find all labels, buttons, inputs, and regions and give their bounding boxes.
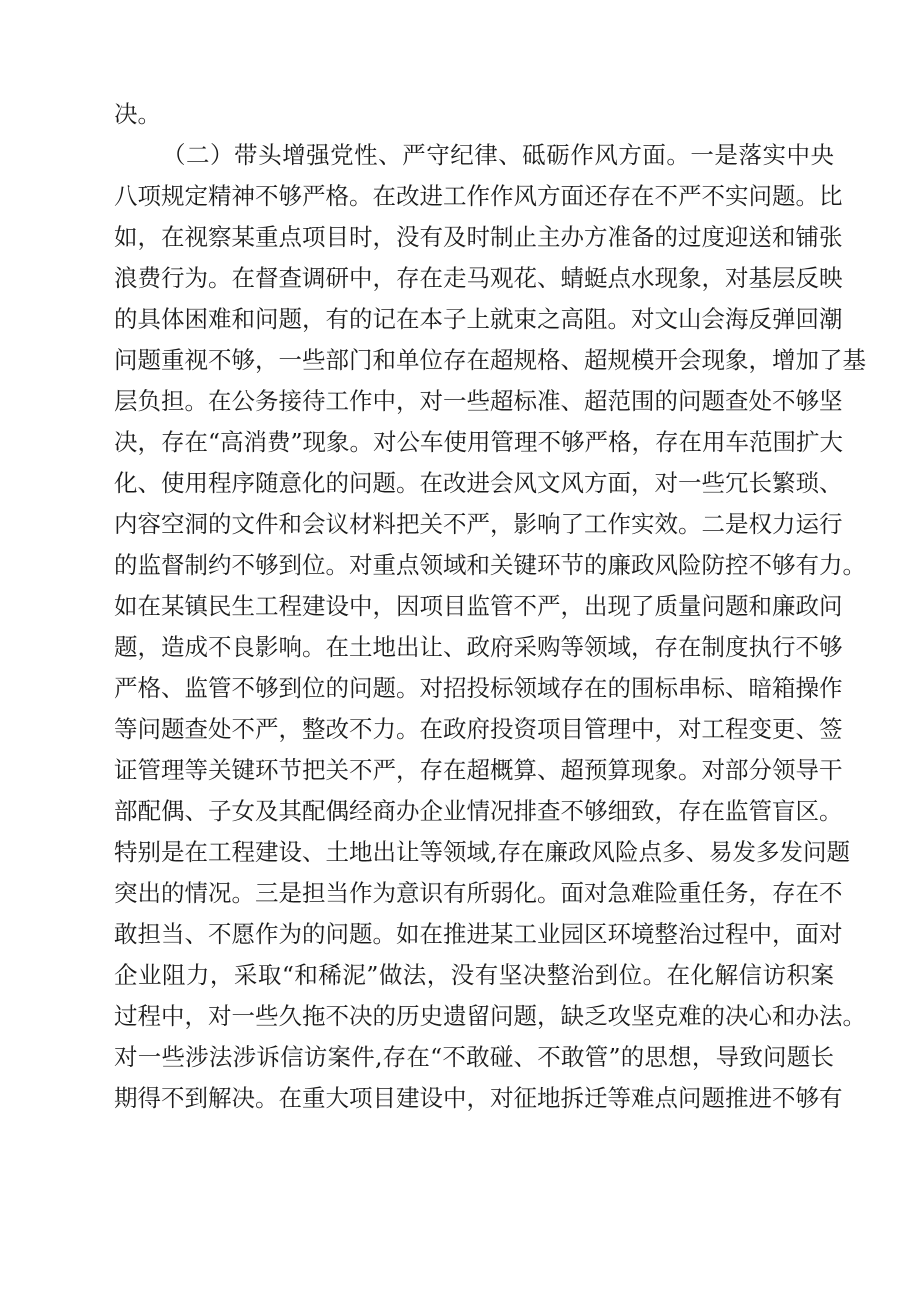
text-line: 的监督制约不够到位。对重点领域和关键环节的廉政风险防控不够有力。 [114, 551, 866, 579]
text-line: 八项规定精神不够严格。在改进工作作风方面还存在不严不实问题。比 [114, 182, 843, 210]
text-line: 如，在视察某重点项目时，没有及时制止主办方准备的过度迎送和铺张 [114, 223, 843, 251]
text-line: 内容空洞的文件和会议材料把关不严，影响了工作实效。二是权力运行 [114, 510, 843, 538]
text-line: 决。 [114, 100, 161, 128]
text-line: 特别是在工程建设、土地出让等领域,存在廉政风险点多、易发多发问题 [114, 838, 850, 866]
text-line: 部配偶、子女及其配偶经商办企业情况排查不够细致，存在监管盲区。 [114, 797, 843, 825]
text-line: 题，造成不良影响。在土地出让、政府采购等领域，存在制度执行不够 [114, 633, 843, 661]
text-line: 敢担当、不愿作为的问题。如在推进某工业园区环境整治过程中，面对 [114, 920, 843, 948]
text-line: 层负担。在公务接待工作中，对一些超标准、超范围的问题查处不够坚 [114, 387, 843, 415]
text-line: 证管理等关键环节把关不严，存在超概算、超预算现象。对部分领导干 [114, 756, 843, 784]
text-line: 对一些涉法涉诉信访案件,存在“不敢碰、不敢管”的思想，导致问题长 [114, 1043, 834, 1071]
text-line: 如在某镇民生工程建设中，因项目监管不严，出现了质量问题和廉政问 [114, 592, 843, 620]
paragraph-heading-line: （二）带头增强党性、严守纪律、砥砺作风方面。一是落实中央 [162, 141, 834, 169]
text-line: 过程中，对一些久拖不决的历史遗留问题，缺乏攻坚克难的决心和办法。 [114, 1002, 866, 1030]
text-line: 严格、监管不够到位的问题。对招投标领域存在的围标串标、暗箱操作 [114, 674, 843, 702]
text-line: 决，存在“高消费”现象。对公车使用管理不够严格，存在用车范围扩大 [114, 428, 844, 456]
body-text [114, 94, 866, 1119]
text-line: 问题重视不够，一些部门和单位存在超规格、超规模开会现象，增加了基 [114, 346, 866, 374]
text-line: 突出的情况。三是担当作为意识有所弱化。面对急难险重任务，存在不 [114, 879, 843, 907]
text-line: 化、使用程序随意化的问题。在改进会风文风方面，对一些冗长繁琐、 [114, 469, 843, 497]
text-line: 等问题查处不严，整改不力。在政府投资项目管理中，对工程变更、签 [114, 715, 843, 743]
text-line: 期得不到解决。在重大项目建设中，对征地拆迁等难点问题推进不够有 [114, 1084, 843, 1112]
text-line: 的具体困难和问题，有的记在本子上就束之高阻。对文山会海反弹回潮 [114, 305, 843, 333]
text-line: 浪费行为。在督查调研中，存在走马观花、蜻蜓点水现象，对基层反映 [114, 264, 843, 292]
text-line: 企业阻力，采取“和稀泥”做法，没有坚决整治到位。在化解信访积案 [114, 961, 834, 989]
